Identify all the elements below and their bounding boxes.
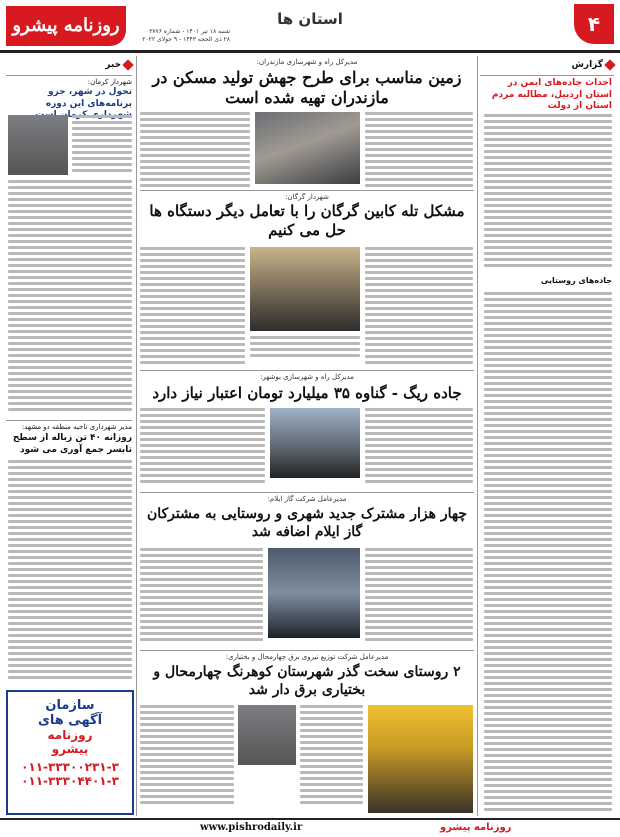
column-divider xyxy=(477,56,478,816)
left-story-text-3 xyxy=(8,460,132,685)
story2-caption xyxy=(250,336,360,366)
ad-brand-line: پیشرو xyxy=(51,742,89,756)
left-headline-2: روزانه ۴۰ تن زباله از سطح تابسر جمع آوری می شود xyxy=(12,433,132,455)
story2-headline: مشکل تله کابین گرگان را با تعامل دیگر دستگاه ها حل می کنیم xyxy=(149,202,465,239)
ad-title-line: آگهی های xyxy=(37,713,103,728)
section-title: استان ها xyxy=(277,10,343,28)
story3-photo xyxy=(270,408,360,478)
report-label xyxy=(480,56,614,74)
divider xyxy=(6,75,132,76)
story3-text-2 xyxy=(140,408,265,488)
diamond-icon xyxy=(604,59,615,70)
left-story-text xyxy=(72,115,132,175)
divider xyxy=(140,492,474,493)
newspaper-logo: روزنامه پیشرو xyxy=(6,6,126,46)
diamond-icon xyxy=(122,59,133,70)
story4-headline: چهار هزار مشترک جدید شهری و روستایی به مشترکان گاز ایلام اضافه شد xyxy=(146,506,468,540)
column-divider xyxy=(136,56,137,816)
left-kicker-2: مدیر شهرداری ناحیه منطقه دو مشهد: xyxy=(21,423,132,431)
story4-kicker: مدیرعامل شرکت گاز ایلام: xyxy=(267,495,347,503)
issue-date-line: شنبه ۱۸ تیر ۱۴۰۱ - شماره ۳۷۷۶ xyxy=(149,28,230,35)
top-story-photo xyxy=(255,112,360,184)
report-body-text xyxy=(484,114,612,274)
story5-photo-pole xyxy=(368,705,473,813)
news-label xyxy=(6,56,132,74)
ad-title-line: سازمان xyxy=(45,698,95,713)
ad-brand-line: روزنامه xyxy=(47,728,93,742)
news-label-text: خبر xyxy=(105,60,121,70)
advertising-box xyxy=(6,690,134,815)
story5-headline: ۲ روستای سخت گذر شهرستان کوهرنگ چهارمحال و بختیاری برق دار شد xyxy=(153,664,461,698)
story4-text xyxy=(365,548,473,648)
divider xyxy=(480,75,614,76)
report-body-text-2 xyxy=(484,292,612,814)
issue-meta xyxy=(130,28,230,44)
page-number: ۴ xyxy=(574,4,614,44)
story4-text-2 xyxy=(140,548,263,648)
divider xyxy=(6,420,132,421)
top-story-kicker: مدیرکل راه و شهرسازی مازندران: xyxy=(256,58,358,66)
story2-kicker: شهردار گرگان: xyxy=(285,193,329,201)
ad-phone: ۰۱۱-۳۳۳۰۰۲۳۱-۳ xyxy=(21,760,119,774)
story2-text-2 xyxy=(140,247,245,367)
report-headline: احداث جاده‌های ایمن در استان اردبیل، مطالبه مردم استان از دولت xyxy=(491,78,612,112)
left-headline: تحول در شهر، جزو برنامه‌های این دوره xyxy=(45,87,132,109)
divider xyxy=(140,190,474,191)
story2-text xyxy=(365,247,473,367)
report-label-text: گزارش xyxy=(571,60,603,70)
divider xyxy=(140,370,474,371)
story5-photo-portrait xyxy=(238,705,296,765)
divider xyxy=(140,650,474,651)
issue-date-line: ۲۸ ذی الحجه ۱۴۴۳ - ۹ جولای ۲۰۲۲ xyxy=(142,36,230,43)
ad-phone: ۰۱۱-۳۳۳۰۴۴۰۱-۳ xyxy=(21,774,119,788)
story3-text xyxy=(365,408,473,488)
story4-photo xyxy=(268,548,360,638)
story5-text xyxy=(300,705,363,813)
left-story-photo xyxy=(8,115,68,175)
story3-headline: جاده ریگ - گناوه ۳۵ میلیارد تومان اعتبار نیاز دارد xyxy=(152,384,462,402)
left-kicker: شهردار کرمان: xyxy=(87,78,132,86)
page-footer xyxy=(0,818,620,837)
story2-photo xyxy=(250,247,360,331)
story5-text-2 xyxy=(140,705,234,813)
top-story-text xyxy=(365,112,473,190)
left-story-text-2 xyxy=(8,180,132,418)
top-story-text-2 xyxy=(140,112,250,190)
footer-brand: روزنامه پیشرو xyxy=(440,822,512,833)
story5-kicker: مدیرعامل شرکت توزیع نیروی برق چهارمحال و بختیاری: xyxy=(225,653,389,661)
report-subhead: جاده‌های روستایی xyxy=(540,276,612,285)
masthead xyxy=(0,0,620,50)
website-link[interactable]: www.pishrodaily.ir xyxy=(200,822,303,833)
story3-kicker: مدیرکل راه و شهرسازی بوشهر: xyxy=(260,373,354,381)
header-divider xyxy=(0,50,620,53)
top-story-headline: زمین مناسب برای طرح جهش تولید مسکن در مازندران تهیه شده است xyxy=(152,68,462,107)
